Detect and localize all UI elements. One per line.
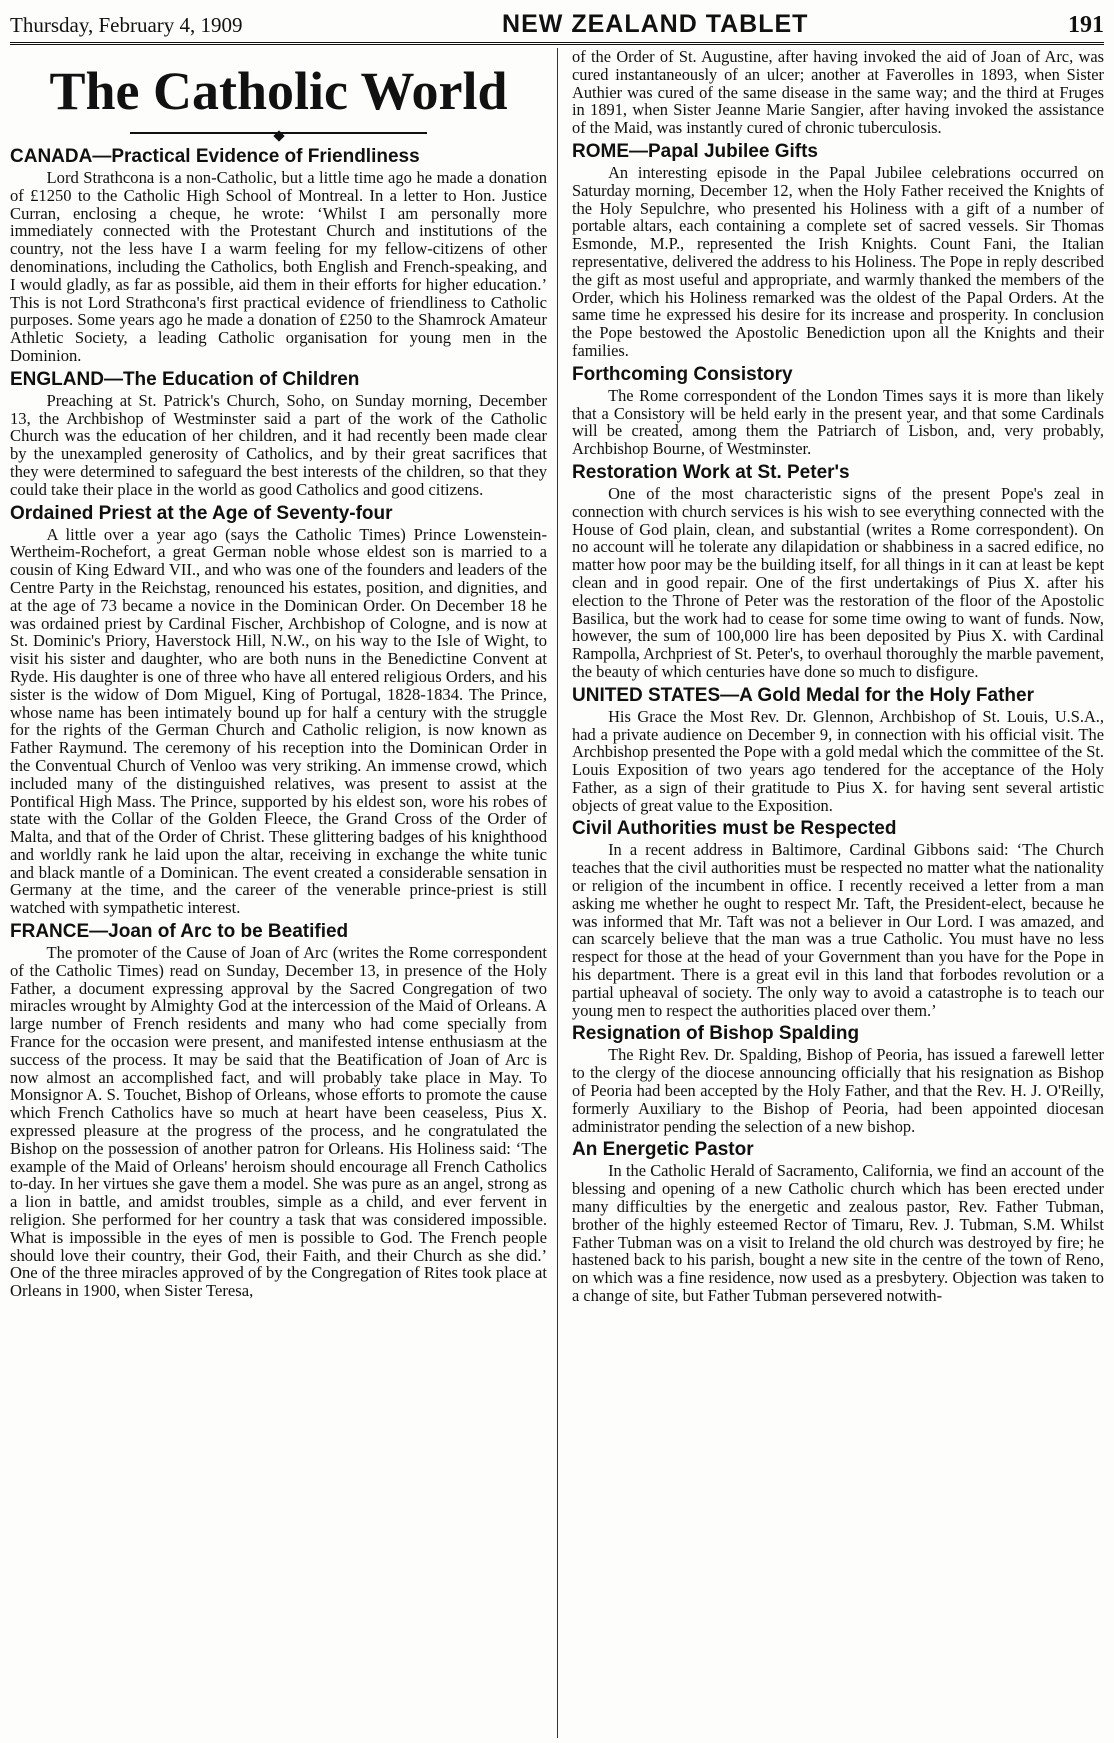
section-title: The Catholic World — [49, 61, 508, 121]
article-body-united-states: His Grace the Most Rev. Dr. Glennon, Archbishop of St. Louis, U.S.A., had a private audience on December 9, in connection with his official visit. The Archbishop presented the Pope with a gold medal which the committee of the St. Louis Exposition of two years ago tendered for the acceptance of the Holy Father, as a sign of their gratitude to Pius X. for having sent several artistic objects of great value to the Exposition. — [572, 706, 1104, 815]
article-body-consistory: The Rome correspondent of the London Times says it is more than likely that a Consistory will be held early in the present year, and that some Cardinals will be created, among them the Patriarch of Lisbon, and, very probably, Archbishop Bourne, of Westminster. — [572, 385, 1104, 459]
title-ornament — [10, 124, 547, 140]
article-body-energetic-pastor: In the Catholic Herald of Sacramento, California, we find an account of the blessing and opening of a new Catholic church which has been erected under many difficulties by the energetic and zealous pastor, Rev. Father Tubman, brother of the highly esteemed Rector of Timaru, Rev. J. Tubman, S.M. Whilst Father Tubman was on a visit to Ireland the old church was destroyed by fire; he hastened back to his parish, bought a new site in the centre of the town of Reno, on which was a fine residence, now used as a presbytery. Objection was taken to a change of site, but Father Tubman persevered notwith- — [572, 1161, 1104, 1306]
article-body-ordained-priest: A little over a year ago (says the Catholic Times) Prince Lowenstein-Wertheim-Rochefort, a great German noble whose eldest son is married to a cousin of King Edward VII., and who was one of the founders and leaders of the Centre Party in the Reichstag, renounced his estates, position, and dignities, and at the age of 73 became a novice in the Dominican Order. On December 18 he was ordained priest by Cardinal Fischer, Archbishop of Cologne, and is now at St. Dominic's Priory, Haverstock Hill, N.W., on his way to the Isle of Wight, to visit his sister and daughter, who are both nuns in the Benedictine Convent at Ryde. His daughter is one of three who have all entered religious Orders, and his sister is the widow of Dom Miguel, King of Portugal, 1828-1834. The Prince, whose name has been intimately bound up for half a century with the struggle for the rights of the German Church and Catholic religion, is now known as Father Raymund. The ceremony of his reception into the Dominican Order in the Conventual Church of Venloo was very striking. An immense crowd, which included many of the distinguished relatives, was present to assist at the Pontifical High Mass. The Prince, supported by his eldest son, wore his robes of state with the Collar of the Golden Fleece, the Grand Cross of the Order of Malta, and that of the Order of Christ. These glittering badges of his knighthood and worldly rank he laid upon the altar, receiving in exchange the white tunic and black mantle of a Dominican. The event created a considerable sensation in Germany at the time, and the career of the venerable prince-priest is still watched with sympathetic interest. — [10, 524, 547, 918]
column-rule — [557, 48, 558, 1738]
article-body-rome: An interesting episode in the Papal Jubilee celebrations occurred on Saturday morning, December 12, when the Holy Father received the Knights of the Holy Sepulchre, who presented his Holiness with a gift of a number of portable altars, each containing a complete set of sacred vessels. Sir Thomas Esmonde, M.P., represented the Irish Knights. Count Fani, the Italian representative, delivered the address to his Holiness. The Pope in reply described the gift as most useful and appropriate, and warmly thanked the members of the Order, which his Holiness remarked was the oldest of the Papal Orders. At the same time he expressed his desire for its increase and prosperity. In conclusion the Pope bestowed the Apostolic Benediction upon all the Knights and their families. — [572, 162, 1104, 360]
article-body-st-peters: One of the most characteristic signs of the present Pope's zeal in connection with church services is his wish to see everything connected with the House of God plain, clean, and substantial (writes a Rome correspondent). On no account will he tolerate any dilapidation or shabbiness in a sacred edifice, no matter how poor may be the building itself, for all things in it can at least be kept clean and in good repair. One of the first undertakings of Pius X. after his election to the Throne of Peter was the restoration of the floor of the Apostolic Basilica, but the work had to cease for some time owing to want of funds. Now, however, the sum of 100,000 lire has been deposited by Pius X. with Cardinal Rampolla, Archpriest of St. Peter's, to overhaul thoroughly the marble pavement, the beauty of which centuries have done so much to disfigure. — [572, 483, 1104, 681]
article-body-france-continued: of the Order of St. Augustine, after having invoked the aid of Joan of Arc, was cured instantaneously of an ulcer; another at Faverolles in 1893, when Sister Authier was cured of the same disease in the same way; and the third at Fruges in 1891, when Sister Jeanne Marie Sangier, after having invoked the assistance of the Maid, was instantly cured of chronic tuberculosis. — [572, 48, 1104, 138]
article-title-civil-authorities: Civil Authorities must be Respected — [572, 818, 897, 840]
left-column — [10, 48, 547, 1741]
article-title-energetic-pastor: An Energetic Pastor — [572, 1139, 754, 1161]
article-body-england: Preaching at St. Patrick's Church, Soho, on Sunday morning, December 13, the Archbishop of Westminster said a part of the work of the Catholic Church was the education of her children, and it had recently been made clear by the unexampled generosity of Catholics, and by their great sacrifices that they were determined to safeguard the best interests of the children, so that they could take their place in the world as good Catholics and good citizens. — [10, 390, 547, 499]
article-title-canada: CANADA—Practical Evidence of Friendliness — [10, 146, 420, 167]
article-title-ordained-priest: Ordained Priest at the Age of Seventy-four — [10, 502, 393, 524]
article-body-canada: Lord Strathcona is a non-Catholic, but a little time ago he made a donation of £1250 to the Catholic High School of Montreal. In a letter to Hon. Justice Curran, enclosing a cheque, he wrote: ‘Whilst I am personally more immediately connected with the Protestant Church and institutions of the country, not the less have I a warm feeling for my fellow-citizens of other denominations, including the Catholics, both English and French-speaking, and I would gladly, as far as possible, aid them in their efforts for higher education.’ This is not Lord Strathcona's first practical evidence of friendliness to Catholic purposes. Some years ago he made a donation of £250 to the Shamrock Amateur Athletic Society, a leading Catholic organisation for young men in the Dominion. — [10, 168, 547, 365]
article-title-st-peters: Restoration Work at St. Peter's — [572, 461, 850, 483]
article-body-france: The promoter of the Cause of Joan of Arc (writes the Rome correspondent of the Catholic Times) read on Sunday, December 13, in presence of the Holy Father, a document expressing approval by the Sacred Congregation of two miracles wrought by Almighty God at the intercession of the Maid of Orleans. A large number of French residents and many who had come specially from France for the occasion were present, and manifested intense enthusiasm at the success of the process. It may be said that the Beatification of Joan of Arc is now almost an accomplished fact, and will probably take place in May. To Monsignor A. S. Touchet, Bishop of Orleans, whose efforts to promote the cause which French Catholics have so much at heart have been ceaseless, Pius X. expressed pleasure at the progress of the process, and he congratulated the Bishop on the possession of another patron for Orleans. His Holiness said: ‘The example of the Maid of Orleans' heroism should encourage all French Catholics to-day. In her virtues she gave them a model. She was pure as an angel, strong as a lion in battle, and amidst troubles, simple as a child, and ever fervent in religion. She performed for her country a task that was considered impossible. What is impossible in the eyes of men is possible to God. The French people should love their country, their God, their Faith, and their Church as she did.’ One of the three miracles approved of by the Congregation of Rites took place at Orleans in 1900, when Sister Teresa, — [10, 943, 547, 1301]
article-body-bishop-spalding: The Right Rev. Dr. Spalding, Bishop of Peoria, has issued a farewell letter to the clergy of the diocese announcing officially that his resignation as Bishop of Peoria had been accepted by the Holy Father, and that the Rev. H. J. O'Reilly, formerly Auxiliary to the Bishop of Peoria, had been appointed diocesan administrator pending the selection of a new bishop. — [572, 1045, 1104, 1136]
article-title-france: FRANCE—Joan of Arc to be Beatified — [10, 921, 349, 943]
article-title-rome: ROME—Papal Jubilee Gifts — [572, 140, 818, 162]
article-title-bishop-spalding: Resignation of Bishop Spalding — [572, 1023, 860, 1045]
newspaper-title: NEW ZEALAND TABLET — [502, 10, 809, 38]
right-column — [572, 48, 1104, 1741]
page-header — [10, 4, 1104, 45]
article-title-consistory: Forthcoming Consistory — [572, 363, 793, 385]
page-number: 191 — [1067, 12, 1104, 38]
article-body-civil-authorities: In a recent address in Baltimore, Cardinal Gibbons said: ‘The Church teaches that the civil authorities must be respected no matter what the nationality or religion of the incumbent in office. I recently received a letter from a man asking me whether he ought to respect Mr. Taft, the President-elect, because he was informed that Mr. Taft was not a believer in Our Lord. I was amazed, and can scarcely believe that the man was a true Catholic. You must have no less respect for those at the head of your Government than you have for the Pope in his department. There is a great evil in this land that forbodes revolution or a partial upheaval of society. The only way to avoid a catastrophe is to teach our young men to respect the authorities placed over them.’ — [572, 840, 1104, 1020]
issue-date: Thursday, February 4, 1909 — [10, 13, 243, 37]
article-title-united-states: UNITED STATES—A Gold Medal for the Holy Father — [572, 684, 1035, 706]
article-title-england: ENGLAND—The Education of Children — [10, 368, 360, 390]
